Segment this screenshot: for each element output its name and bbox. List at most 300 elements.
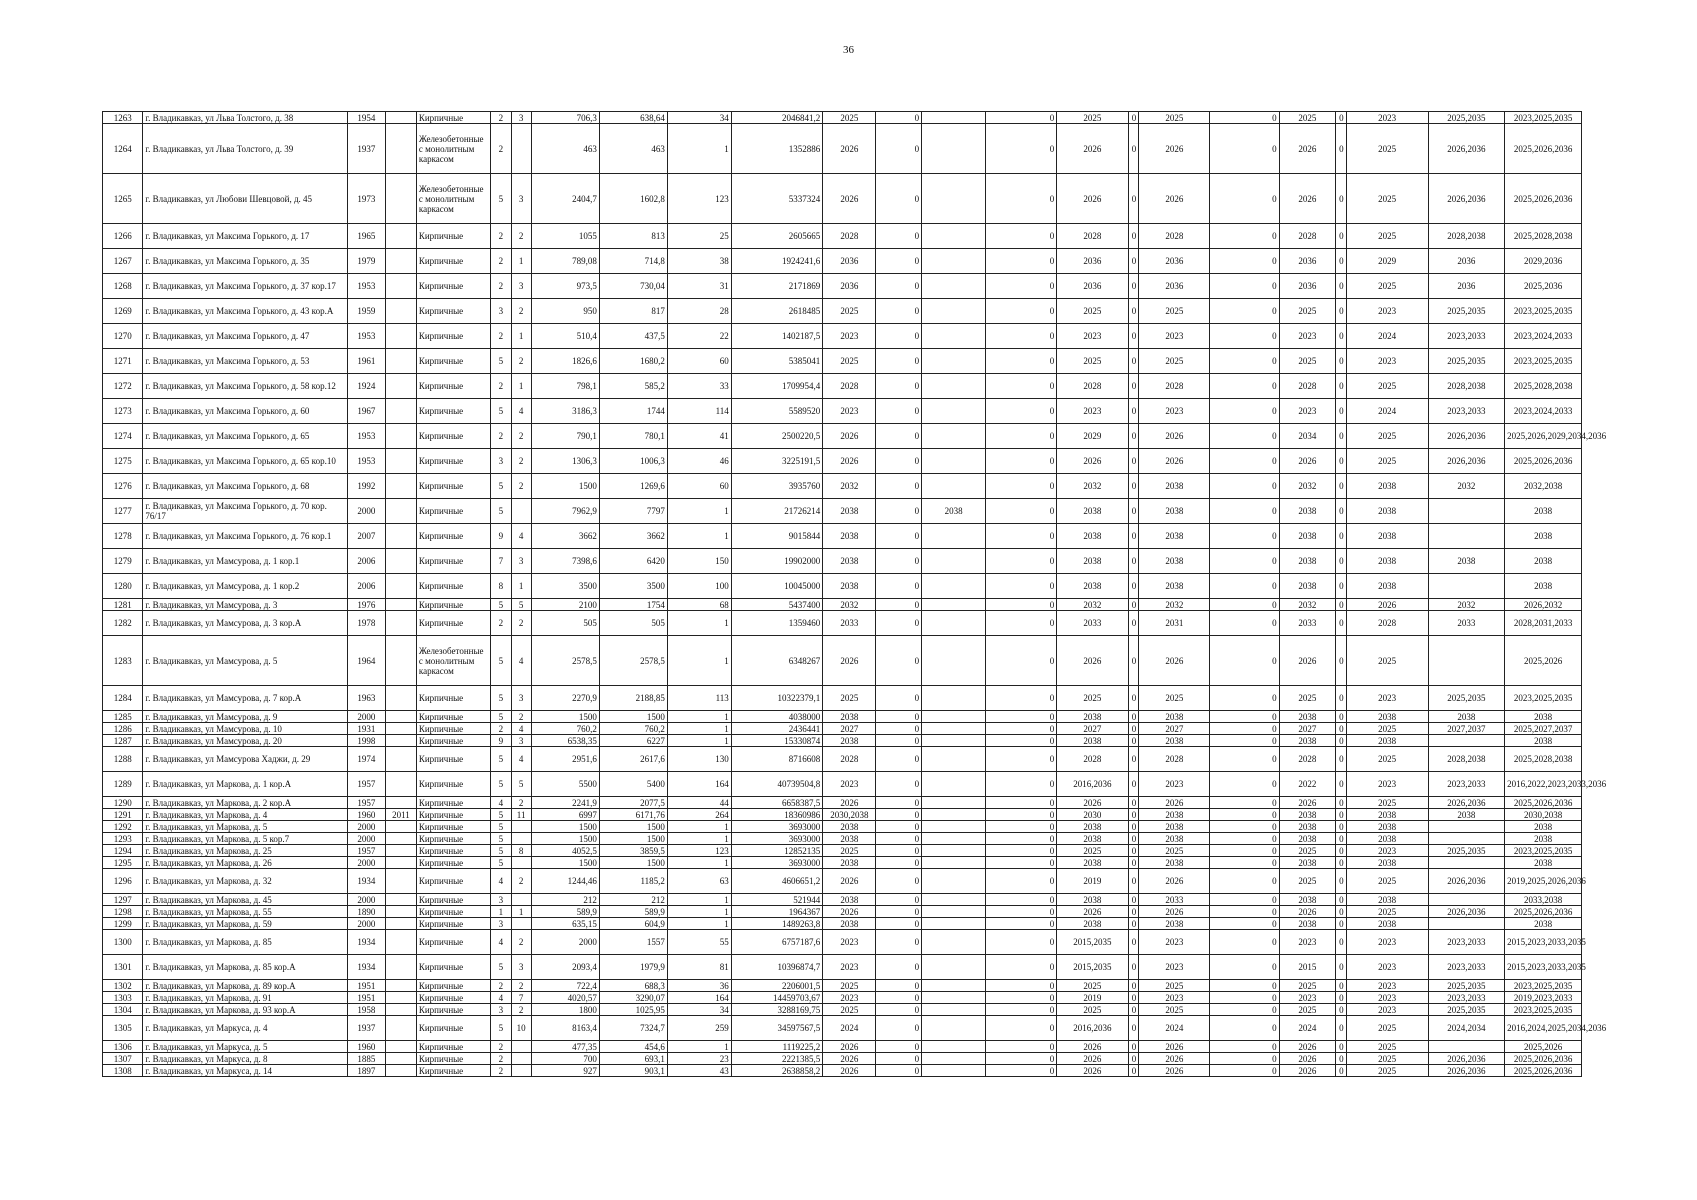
cell-col-14 <box>922 1053 986 1065</box>
cell-living-area: 463 <box>599 124 667 174</box>
cell-col-22: 2025 <box>1346 869 1428 894</box>
cell-wall-material: Кирпичные <box>416 723 490 735</box>
cell-col-19: 0 <box>1210 833 1279 845</box>
cell-col-23: 2025,2035 <box>1428 1004 1505 1016</box>
cell-col-19: 0 <box>1210 249 1279 274</box>
cell-col-24: 2025,2026,2036 <box>1505 906 1582 918</box>
cell-col-18: 2038 <box>1139 549 1210 574</box>
cell-col-15: 0 <box>986 1016 1057 1041</box>
cell-estimated-cost: 5385041 <box>731 349 823 374</box>
cell-col-14 <box>922 636 986 686</box>
cell-col-20: 2038 <box>1279 524 1335 549</box>
cell-living-area: 6420 <box>599 549 667 574</box>
cell-floors: 5 <box>491 499 511 524</box>
cell-col-24: 2025,2028,2038 <box>1505 747 1582 772</box>
cell-col-19: 0 <box>1210 299 1279 324</box>
cell-residents: 1 <box>667 636 731 686</box>
cell-col-22: 2026 <box>1346 599 1428 611</box>
cell-living-area: 6171,76 <box>599 809 667 821</box>
cell-col-17: 0 <box>1128 1065 1139 1077</box>
cell-year-built: 1954 <box>347 112 385 124</box>
cell-col-13: 0 <box>876 894 922 906</box>
cell-estimated-cost: 4038000 <box>731 711 823 723</box>
cell-residents: 1 <box>667 499 731 524</box>
cell-col-24: 2025,2026,2036 <box>1505 174 1582 224</box>
cell-total-area: 8163,4 <box>531 1016 599 1041</box>
cell-col-13: 0 <box>876 112 922 124</box>
cell-col-20: 2025 <box>1279 299 1335 324</box>
cell-estimated-cost: 6658387,5 <box>731 797 823 809</box>
cell-row-number: 1296 <box>103 869 143 894</box>
cell-col-13: 0 <box>876 474 922 499</box>
cell-wall-material: Кирпичные <box>416 906 490 918</box>
cell-residents: 130 <box>667 747 731 772</box>
cell-col-22: 2028 <box>1346 611 1428 636</box>
cell-col-18: 2025 <box>1139 299 1210 324</box>
table-row <box>103 845 1582 857</box>
cell-row-number: 1274 <box>103 424 143 449</box>
cell-year-built: 1961 <box>347 349 385 374</box>
cell-wall-material: Кирпичные <box>416 1016 490 1041</box>
cell-col-15: 0 <box>986 449 1057 474</box>
cell-col-24: 2032,2038 <box>1505 474 1582 499</box>
cell-total-area: 722,4 <box>531 980 599 992</box>
cell-year-reconstruction <box>386 869 417 894</box>
cell-year-reconstruction <box>386 174 417 224</box>
cell-work-year-1: 2038 <box>823 894 876 906</box>
table-row <box>103 735 1582 747</box>
cell-col-19: 0 <box>1210 747 1279 772</box>
cell-col-24: 2028,2031,2033 <box>1505 611 1582 636</box>
cell-entrances <box>511 1041 531 1053</box>
cell-col-23: 2026,2036 <box>1428 424 1505 449</box>
cell-total-area: 1500 <box>531 474 599 499</box>
cell-year-reconstruction <box>386 735 417 747</box>
cell-col-13: 0 <box>876 857 922 869</box>
cell-living-area: 1500 <box>599 857 667 869</box>
cell-wall-material: Кирпичные <box>416 869 490 894</box>
table-row <box>103 374 1582 399</box>
cell-total-area: 6538,35 <box>531 735 599 747</box>
table-row <box>103 474 1582 499</box>
cell-col-18: 2027 <box>1139 723 1210 735</box>
cell-row-number: 1273 <box>103 399 143 424</box>
cell-entrances <box>511 894 531 906</box>
cell-col-18: 2026 <box>1139 1041 1210 1053</box>
cell-col-24: 2038 <box>1505 574 1582 599</box>
cell-year-reconstruction <box>386 449 417 474</box>
housing-register-table <box>102 111 1607 1077</box>
cell-col-18: 2026 <box>1139 1053 1210 1065</box>
cell-year-reconstruction <box>386 1041 417 1053</box>
cell-total-area: 4052,5 <box>531 845 599 857</box>
cell-row-number: 1305 <box>103 1016 143 1041</box>
cell-col-19: 0 <box>1210 1016 1279 1041</box>
cell-col-15: 0 <box>986 549 1057 574</box>
cell-entrances: 2 <box>511 349 531 374</box>
cell-wall-material: Кирпичные <box>416 992 490 1004</box>
cell-col-15: 0 <box>986 274 1057 299</box>
cell-residents: 1 <box>667 611 731 636</box>
cell-col-21: 0 <box>1336 833 1347 845</box>
cell-total-area: 2000 <box>531 930 599 955</box>
cell-wall-material: Кирпичные <box>416 324 490 349</box>
cell-floors: 2 <box>491 611 511 636</box>
table-row <box>103 499 1582 524</box>
cell-row-number: 1277 <box>103 499 143 524</box>
cell-living-area: 6227 <box>599 735 667 747</box>
cell-col-18: 2023 <box>1139 955 1210 980</box>
cell-year-reconstruction <box>386 274 417 299</box>
cell-col-15: 0 <box>986 992 1057 1004</box>
cell-work-year-1: 2030,2038 <box>823 809 876 821</box>
cell-living-area: 760,2 <box>599 723 667 735</box>
cell-col-21: 0 <box>1336 374 1347 399</box>
cell-living-area: 1744 <box>599 399 667 424</box>
cell-col-23: 2026,2036 <box>1428 906 1505 918</box>
cell-living-area: 1185,2 <box>599 869 667 894</box>
cell-estimated-cost: 5437400 <box>731 599 823 611</box>
cell-wall-material: Кирпичные <box>416 374 490 399</box>
cell-row-number: 1292 <box>103 821 143 833</box>
cell-row-number: 1279 <box>103 549 143 574</box>
cell-residents: 123 <box>667 174 731 224</box>
cell-year-built: 2007 <box>347 524 385 549</box>
cell-year-built: 2000 <box>347 821 385 833</box>
cell-estimated-cost: 1709954,4 <box>731 374 823 399</box>
cell-col-13: 0 <box>876 686 922 711</box>
cell-col-20: 2025 <box>1279 869 1335 894</box>
cell-residents: 1 <box>667 723 731 735</box>
cell-col-17: 0 <box>1128 574 1139 599</box>
cell-total-area: 1800 <box>531 1004 599 1016</box>
cell-floors: 2 <box>491 374 511 399</box>
cell-address: г. Владикавказ, ул Маркова, д. 85 кор.А <box>143 955 347 980</box>
cell-col-20: 2038 <box>1279 918 1335 930</box>
cell-total-area: 2578,5 <box>531 636 599 686</box>
cell-col-14 <box>922 249 986 274</box>
cell-address: г. Владикавказ, ул Мамсурова, д. 3 <box>143 599 347 611</box>
cell-total-area: 700 <box>531 1053 599 1065</box>
cell-year-reconstruction <box>386 599 417 611</box>
cell-address: г. Владикавказ, ул Маркова, д. 5 кор.7 <box>143 833 347 845</box>
cell-row-number: 1301 <box>103 955 143 980</box>
cell-estimated-cost: 2500220,5 <box>731 424 823 449</box>
table-row <box>103 611 1582 636</box>
cell-col-24: 2025,2026,2036 <box>1505 797 1582 809</box>
table-row <box>103 821 1582 833</box>
cell-col-14 <box>922 374 986 399</box>
cell-floors: 5 <box>491 399 511 424</box>
cell-col-17: 0 <box>1128 424 1139 449</box>
cell-col-15: 0 <box>986 723 1057 735</box>
cell-col-23: 2033 <box>1428 611 1505 636</box>
cell-floors: 5 <box>491 857 511 869</box>
cell-col-20: 2032 <box>1279 474 1335 499</box>
cell-living-area: 817 <box>599 299 667 324</box>
cell-estimated-cost: 10322379,1 <box>731 686 823 711</box>
table-row <box>103 980 1582 992</box>
cell-col-23 <box>1428 918 1505 930</box>
cell-residents: 31 <box>667 274 731 299</box>
cell-col-21: 0 <box>1336 735 1347 747</box>
cell-col-14 <box>922 174 986 224</box>
cell-col-23: 2026,2036 <box>1428 124 1505 174</box>
cell-work-year-1: 2038 <box>823 833 876 845</box>
cell-col-24: 2025,2026,2036 <box>1505 449 1582 474</box>
cell-col-17: 0 <box>1128 449 1139 474</box>
cell-address: г. Владикавказ, ул Маркова, д. 59 <box>143 918 347 930</box>
cell-living-area: 1500 <box>599 833 667 845</box>
cell-col-24: 2025,2026,2029,2034,2036 <box>1505 424 1582 449</box>
cell-estimated-cost: 10045000 <box>731 574 823 599</box>
cell-col-17: 0 <box>1128 549 1139 574</box>
cell-entrances: 4 <box>511 524 531 549</box>
cell-col-23: 2023,2033 <box>1428 992 1505 1004</box>
cell-col-16: 2038 <box>1057 821 1128 833</box>
cell-total-area: 510,4 <box>531 324 599 349</box>
cell-col-19: 0 <box>1210 906 1279 918</box>
cell-col-19: 0 <box>1210 1004 1279 1016</box>
cell-floors: 5 <box>491 599 511 611</box>
cell-entrances: 3 <box>511 686 531 711</box>
cell-col-18: 2025 <box>1139 686 1210 711</box>
cell-col-15: 0 <box>986 611 1057 636</box>
cell-col-16: 2015,2035 <box>1057 930 1128 955</box>
cell-col-17: 0 <box>1128 1053 1139 1065</box>
cell-col-13: 0 <box>876 797 922 809</box>
cell-col-21: 0 <box>1336 845 1347 857</box>
cell-year-built: 1953 <box>347 449 385 474</box>
table-row <box>103 124 1582 174</box>
cell-wall-material: Кирпичные <box>416 524 490 549</box>
cell-work-year-1: 2024 <box>823 1016 876 1041</box>
cell-floors: 2 <box>491 224 511 249</box>
cell-col-23: 2025,2035 <box>1428 349 1505 374</box>
cell-wall-material: Кирпичные <box>416 499 490 524</box>
cell-year-built: 1953 <box>347 274 385 299</box>
cell-col-23: 2026,2036 <box>1428 1053 1505 1065</box>
cell-col-13: 0 <box>876 955 922 980</box>
cell-col-23 <box>1428 499 1505 524</box>
cell-col-16: 2029 <box>1057 424 1128 449</box>
cell-col-19: 0 <box>1210 224 1279 249</box>
cell-entrances: 2 <box>511 1004 531 1016</box>
cell-col-14 <box>922 772 986 797</box>
cell-col-16: 2026 <box>1057 449 1128 474</box>
table-row <box>103 636 1582 686</box>
cell-col-22: 2038 <box>1346 809 1428 821</box>
cell-col-17: 0 <box>1128 636 1139 686</box>
cell-wall-material: Кирпичные <box>416 894 490 906</box>
cell-address: г. Владикавказ, ул Льва Толстого, д. 39 <box>143 124 347 174</box>
cell-entrances: 3 <box>511 735 531 747</box>
cell-year-reconstruction <box>386 374 417 399</box>
cell-residents: 38 <box>667 249 731 274</box>
cell-col-23 <box>1428 574 1505 599</box>
cell-row-number: 1278 <box>103 524 143 549</box>
cell-estimated-cost: 2436441 <box>731 723 823 735</box>
cell-col-13: 0 <box>876 869 922 894</box>
cell-col-24: 2023,2025,2035 <box>1505 349 1582 374</box>
cell-col-18: 2023 <box>1139 772 1210 797</box>
cell-floors: 5 <box>491 1016 511 1041</box>
cell-year-reconstruction <box>386 857 417 869</box>
cell-row-number: 1275 <box>103 449 143 474</box>
cell-estimated-cost: 2638858,2 <box>731 1065 823 1077</box>
cell-living-area: 2578,5 <box>599 636 667 686</box>
cell-entrances: 1 <box>511 374 531 399</box>
cell-col-23: 2026,2036 <box>1428 1065 1505 1077</box>
cell-address: г. Владикавказ, ул Максима Горького, д. 60 <box>143 399 347 424</box>
cell-col-20: 2023 <box>1279 930 1335 955</box>
cell-floors: 2 <box>491 723 511 735</box>
cell-col-17: 0 <box>1128 735 1139 747</box>
cell-col-23 <box>1428 735 1505 747</box>
cell-row-number: 1267 <box>103 249 143 274</box>
cell-entrances: 1 <box>511 906 531 918</box>
cell-col-23: 2023,2033 <box>1428 772 1505 797</box>
cell-address: г. Владикавказ, ул Льва Толстого, д. 38 <box>143 112 347 124</box>
cell-wall-material: Кирпичные <box>416 809 490 821</box>
cell-col-22: 2038 <box>1346 549 1428 574</box>
table-row <box>103 224 1582 249</box>
cell-col-17: 0 <box>1128 894 1139 906</box>
cell-col-14 <box>922 474 986 499</box>
cell-col-15: 0 <box>986 599 1057 611</box>
cell-col-18: 2025 <box>1139 1004 1210 1016</box>
cell-col-19: 0 <box>1210 735 1279 747</box>
cell-row-number: 1284 <box>103 686 143 711</box>
cell-col-17: 0 <box>1128 723 1139 735</box>
cell-residents: 264 <box>667 809 731 821</box>
cell-col-13: 0 <box>876 1065 922 1077</box>
cell-col-18: 2026 <box>1139 124 1210 174</box>
table-row <box>103 857 1582 869</box>
cell-col-21: 0 <box>1336 399 1347 424</box>
cell-col-13: 0 <box>876 599 922 611</box>
cell-col-21: 0 <box>1336 980 1347 992</box>
cell-col-21: 0 <box>1336 599 1347 611</box>
cell-floors: 2 <box>491 1065 511 1077</box>
cell-year-reconstruction <box>386 249 417 274</box>
cell-row-number: 1297 <box>103 894 143 906</box>
cell-row-number: 1263 <box>103 112 143 124</box>
cell-col-17: 0 <box>1128 299 1139 324</box>
cell-total-area: 2404,7 <box>531 174 599 224</box>
cell-floors: 2 <box>491 274 511 299</box>
cell-address: г. Владикавказ, ул Максима Горького, д. 35 <box>143 249 347 274</box>
cell-residents: 60 <box>667 349 731 374</box>
cell-col-22: 2023 <box>1346 992 1428 1004</box>
cell-year-built: 1953 <box>347 324 385 349</box>
cell-residents: 25 <box>667 224 731 249</box>
cell-address: г. Владикавказ, ул Маркова, д. 89 кор.А <box>143 980 347 992</box>
cell-col-17: 0 <box>1128 857 1139 869</box>
cell-year-reconstruction <box>386 499 417 524</box>
cell-col-15: 0 <box>986 349 1057 374</box>
cell-entrances <box>511 1065 531 1077</box>
cell-year-reconstruction <box>386 611 417 636</box>
cell-col-22: 2023 <box>1346 930 1428 955</box>
cell-col-14 <box>922 918 986 930</box>
cell-col-21: 0 <box>1336 249 1347 274</box>
cell-col-22: 2023 <box>1346 1004 1428 1016</box>
cell-col-22: 2023 <box>1346 112 1428 124</box>
cell-col-24: 2025,2026 <box>1505 1041 1582 1053</box>
cell-col-21: 0 <box>1336 549 1347 574</box>
cell-col-18: 2026 <box>1139 174 1210 224</box>
cell-col-13: 0 <box>876 124 922 174</box>
cell-col-21: 0 <box>1336 930 1347 955</box>
cell-work-year-1: 2038 <box>823 711 876 723</box>
cell-col-13: 0 <box>876 174 922 224</box>
cell-estimated-cost: 5337324 <box>731 174 823 224</box>
cell-col-20: 2038 <box>1279 735 1335 747</box>
cell-wall-material: Кирпичные <box>416 399 490 424</box>
cell-address: г. Владикавказ, ул Маркуса, д. 8 <box>143 1053 347 1065</box>
cell-col-16: 2032 <box>1057 474 1128 499</box>
table-row <box>103 174 1582 224</box>
cell-wall-material: Кирпичные <box>416 611 490 636</box>
cell-address: г. Владикавказ, ул Маркова, д. 45 <box>143 894 347 906</box>
cell-col-17: 0 <box>1128 1016 1139 1041</box>
table-row <box>103 906 1582 918</box>
cell-work-year-1: 2038 <box>823 735 876 747</box>
cell-living-area: 212 <box>599 894 667 906</box>
cell-col-23: 2023,2033 <box>1428 930 1505 955</box>
cell-col-17: 0 <box>1128 992 1139 1004</box>
cell-col-16: 2026 <box>1057 1053 1128 1065</box>
cell-col-16: 2038 <box>1057 857 1128 869</box>
cell-col-15: 0 <box>986 735 1057 747</box>
cell-work-year-1: 2026 <box>823 1065 876 1077</box>
cell-address: г. Владикавказ, ул Мамсурова, д. 10 <box>143 723 347 735</box>
cell-living-area: 2077,5 <box>599 797 667 809</box>
cell-wall-material: Кирпичные <box>416 299 490 324</box>
cell-year-reconstruction <box>386 906 417 918</box>
cell-floors: 2 <box>491 249 511 274</box>
cell-floors: 3 <box>491 918 511 930</box>
cell-address: г. Владикавказ, ул Маркова, д. 5 <box>143 821 347 833</box>
cell-year-reconstruction <box>386 112 417 124</box>
cell-work-year-1: 2038 <box>823 499 876 524</box>
cell-col-18: 2038 <box>1139 574 1210 599</box>
cell-col-21: 0 <box>1336 224 1347 249</box>
cell-col-14 <box>922 980 986 992</box>
cell-row-number: 1276 <box>103 474 143 499</box>
cell-col-17: 0 <box>1128 599 1139 611</box>
cell-col-14 <box>922 821 986 833</box>
cell-work-year-1: 2038 <box>823 918 876 930</box>
table-row <box>103 1065 1582 1077</box>
cell-col-19: 0 <box>1210 772 1279 797</box>
cell-wall-material: Железобетонные с монолитным каркасом <box>416 124 490 174</box>
cell-total-area: 3662 <box>531 524 599 549</box>
cell-year-built: 1998 <box>347 735 385 747</box>
cell-col-16: 2025 <box>1057 845 1128 857</box>
cell-col-15: 0 <box>986 772 1057 797</box>
page-number: 36 <box>843 44 854 56</box>
cell-col-15: 0 <box>986 711 1057 723</box>
cell-col-21: 0 <box>1336 499 1347 524</box>
cell-year-reconstruction <box>386 723 417 735</box>
cell-col-21: 0 <box>1336 174 1347 224</box>
cell-col-15: 0 <box>986 1004 1057 1016</box>
cell-col-15: 0 <box>986 821 1057 833</box>
cell-col-22: 2038 <box>1346 857 1428 869</box>
cell-col-18: 2026 <box>1139 869 1210 894</box>
